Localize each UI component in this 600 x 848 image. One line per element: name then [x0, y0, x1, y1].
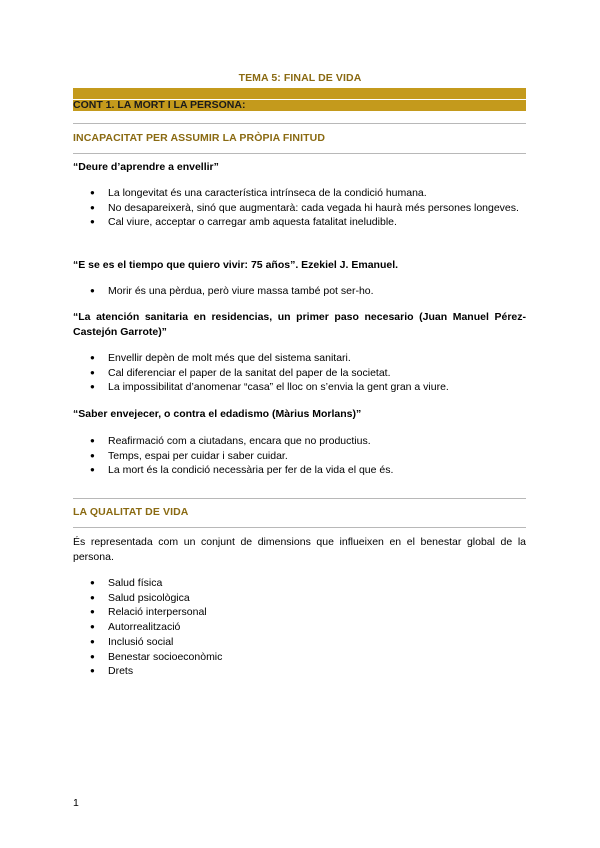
list-item-text: Benestar socioeconòmic: [108, 650, 223, 663]
section-rule-top: [73, 498, 526, 499]
paragraph: És representada com un conjunt de dimensions que influeixen en el benestar global de la persona.: [73, 536, 526, 563]
list-item-text: La longevitat és una característica intrínseca de la condició humana.: [108, 187, 427, 199]
bullet-list: [90, 576, 526, 679]
list-item-text: Reafirmació com a ciutadans, encara que no productius.: [108, 435, 371, 447]
bullet-list: [90, 351, 526, 395]
list-item: [90, 215, 526, 230]
block-title: “E se es el tiempo que quiero vivir: 75 años”. Ezekiel J. Emanuel.: [73, 259, 399, 271]
bullet-icon: ●: [90, 651, 95, 661]
list-item: [90, 284, 526, 299]
list-item: [90, 591, 526, 606]
page-number: 1: [73, 797, 79, 809]
list-item-text: Temps, espai per cuidar i saber cuidar.: [108, 449, 288, 462]
bullet-icon: ●: [90, 436, 95, 445]
list-item-text: Morir és una pèrdua, però viure massa també pot ser-ho.: [108, 285, 374, 297]
list-item: [90, 576, 526, 591]
list-item: [90, 351, 526, 366]
list-item-text: Relació interpersonal: [108, 606, 207, 619]
list-item-text: Envellir depèn de molt més que del sistema sanitari.: [108, 352, 351, 364]
list-item-text: La impossibilitat d’anomenar “casa” el lloc on s’envia la gent gran a viure.: [108, 381, 449, 394]
bullet-icon: ●: [90, 367, 95, 377]
list-item-text: No desapareixerà, sinó que augmentarà: cada vegada hi haurà més persones longeves.: [108, 201, 519, 214]
list-item-text: Salud psicològica: [108, 591, 190, 604]
section-rule-bottom: [73, 153, 526, 154]
list-item: [90, 186, 526, 201]
list-item: [90, 449, 526, 464]
list-item-text: Salud física: [108, 577, 163, 589]
list-item: [90, 201, 526, 216]
bullet-list: [90, 284, 526, 299]
bullet-icon: ●: [90, 382, 95, 392]
list-item-text: Inclusió social: [108, 635, 174, 648]
section-heading-qualitat: LA QUALITAT DE VIDA: [73, 506, 189, 518]
bullet-icon: ●: [90, 450, 95, 460]
list-item-text: Autorrealització: [108, 621, 181, 634]
bullet-list: [90, 434, 526, 478]
title-underline-bar: [73, 88, 526, 99]
bullet-icon: ●: [90, 217, 95, 227]
document-title: TEMA 5: FINAL DE VIDA: [238, 72, 362, 84]
section-bar-label: CONT 1. LA MORT I LA PERSONA:: [73, 99, 246, 111]
list-item-text: Cal diferenciar el paper de la sanitat del paper de la societat.: [108, 366, 391, 379]
bullet-icon: ●: [90, 636, 95, 646]
bullet-list: [90, 186, 526, 230]
list-item: [90, 635, 526, 650]
bullet-icon: ●: [90, 202, 95, 212]
list-item: [90, 434, 526, 449]
bullet-icon: ●: [90, 592, 95, 602]
block-title: “La atención sanitaria en residencias, un primer paso necesario (Juan Manuel Pérez-Castejón Garrote)”: [73, 311, 526, 338]
list-item: [90, 380, 526, 395]
list-item-text: Cal viure, acceptar o carregar amb aquesta fatalitat ineludible.: [108, 216, 397, 229]
bullet-icon: ●: [90, 622, 95, 632]
list-item: [90, 605, 526, 620]
bullet-icon: ●: [90, 666, 95, 676]
list-item-text: Drets: [108, 665, 134, 678]
list-item: [90, 620, 526, 635]
section-rule-top: [73, 123, 526, 124]
section-heading-finitud: INCAPACITAT PER ASSUMIR LA PRÒPIA FINITUD: [73, 132, 326, 144]
bullet-icon: ●: [90, 578, 95, 587]
list-item-text: La mort és la condició necessària per fer de la vida el que és.: [108, 464, 394, 477]
bullet-icon: ●: [90, 353, 95, 362]
bullet-icon: ●: [90, 188, 95, 197]
block-title: “Deure d’aprendre a envellir”: [73, 161, 219, 173]
bullet-icon: ●: [90, 465, 95, 475]
list-item: [90, 664, 526, 679]
list-item: [90, 366, 526, 381]
bullet-icon: ●: [90, 607, 95, 617]
section-bar: [73, 100, 526, 111]
list-item: [90, 650, 526, 665]
list-item: [90, 463, 526, 478]
bullet-icon: ●: [90, 286, 95, 295]
block-title: “Saber envejecer, o contra el edadismo (Màrius Morlans)”: [73, 408, 362, 420]
section-rule-bottom: [73, 527, 526, 528]
